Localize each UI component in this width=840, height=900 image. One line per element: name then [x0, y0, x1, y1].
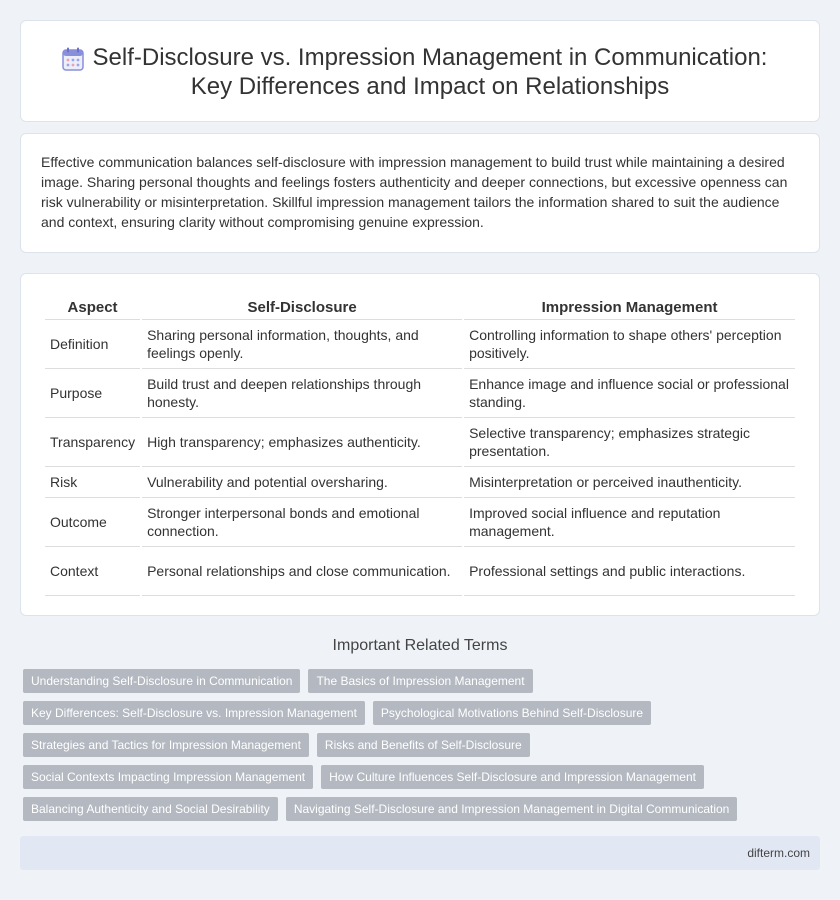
footer-site-link[interactable]: difterm.com — [747, 846, 810, 860]
comparison-table — [43, 294, 797, 596]
related-term-tag[interactable]: Key Differences: Self-Disclosure vs. Impression Management — [23, 701, 365, 725]
aspect-cell: Risk — [45, 467, 140, 498]
self-disclosure-cell: Stronger interpersonal bonds and emotional connection. — [142, 498, 462, 547]
impression-management-cell: Professional settings and public interactions. — [464, 547, 795, 596]
header-card — [20, 20, 820, 122]
self-disclosure-cell: Personal relationships and close communication. — [142, 547, 462, 596]
intro-card — [20, 133, 820, 253]
table-header-row — [45, 294, 795, 320]
self-disclosure-cell: Build trust and deepen relationships through honesty. — [142, 369, 462, 418]
table-row — [45, 320, 795, 369]
table-row — [45, 498, 795, 547]
related-term-tag[interactable]: Navigating Self-Disclosure and Impression Management in Digital Communication — [286, 797, 738, 821]
impression-management-cell: Misinterpretation or perceived inauthenticity. — [464, 467, 795, 498]
header-self-disclosure: Self-Disclosure — [142, 294, 462, 320]
table-row — [45, 369, 795, 418]
table-row — [45, 547, 795, 596]
table-row — [45, 467, 795, 498]
aspect-cell: Context — [45, 547, 140, 596]
self-disclosure-cell: Sharing personal information, thoughts, and feelings openly. — [142, 320, 462, 369]
self-disclosure-cell: Vulnerability and potential oversharing. — [142, 467, 462, 498]
aspect-cell: Definition — [45, 320, 140, 369]
impression-management-cell: Enhance image and influence social or professional standing. — [464, 369, 795, 418]
related-term-tag[interactable]: Understanding Self-Disclosure in Communication — [23, 669, 300, 693]
aspect-cell: Purpose — [45, 369, 140, 418]
header-aspect: Aspect — [45, 294, 140, 320]
impression-management-cell: Selective transparency; emphasizes strategic presentation. — [464, 418, 795, 467]
aspect-cell: Outcome — [45, 498, 140, 547]
impression-management-cell: Controlling information to shape others' perception positively. — [464, 320, 795, 369]
related-terms-list — [23, 669, 803, 829]
related-term-tag[interactable]: Risks and Benefits of Self-Disclosure — [317, 733, 530, 757]
impression-management-cell: Improved social influence and reputation management. — [464, 498, 795, 547]
header-impression-management: Impression Management — [464, 294, 795, 320]
footer — [20, 836, 820, 870]
table-row — [45, 418, 795, 467]
related-term-tag[interactable]: Balancing Authenticity and Social Desirability — [23, 797, 278, 821]
page-title: Self-Disclosure vs. Impression Management in Communication: Key Differences and Impact on Relationships — [92, 44, 768, 100]
related-term-tag[interactable]: The Basics of Impression Management — [308, 669, 532, 693]
comparison-table-card — [20, 273, 820, 616]
related-term-tag[interactable]: Strategies and Tactics for Impression Management — [23, 733, 309, 757]
related-term-tag[interactable]: How Culture Influences Self-Disclosure and Impression Management — [321, 765, 704, 789]
related-terms-title: Important Related Terms — [332, 637, 508, 654]
intro-paragraph: Effective communication balances self-disclosure with impression management to build trust while maintaining a desired image. Sharing personal thoughts and feelings fosters authenticity and deeper connections, but excessive openness can risk vulnerability or misinterpretation. Skillful impression management tailors the information shared to suit the audience and context, ensuring clarity without compromising genuine expression. — [41, 154, 788, 230]
related-term-tag[interactable]: Social Contexts Impacting Impression Management — [23, 765, 313, 789]
aspect-cell: Transparency — [45, 418, 140, 467]
self-disclosure-cell: High transparency; emphasizes authenticity. — [142, 418, 462, 467]
related-term-tag[interactable]: Psychological Motivations Behind Self-Disclosure — [373, 701, 651, 725]
